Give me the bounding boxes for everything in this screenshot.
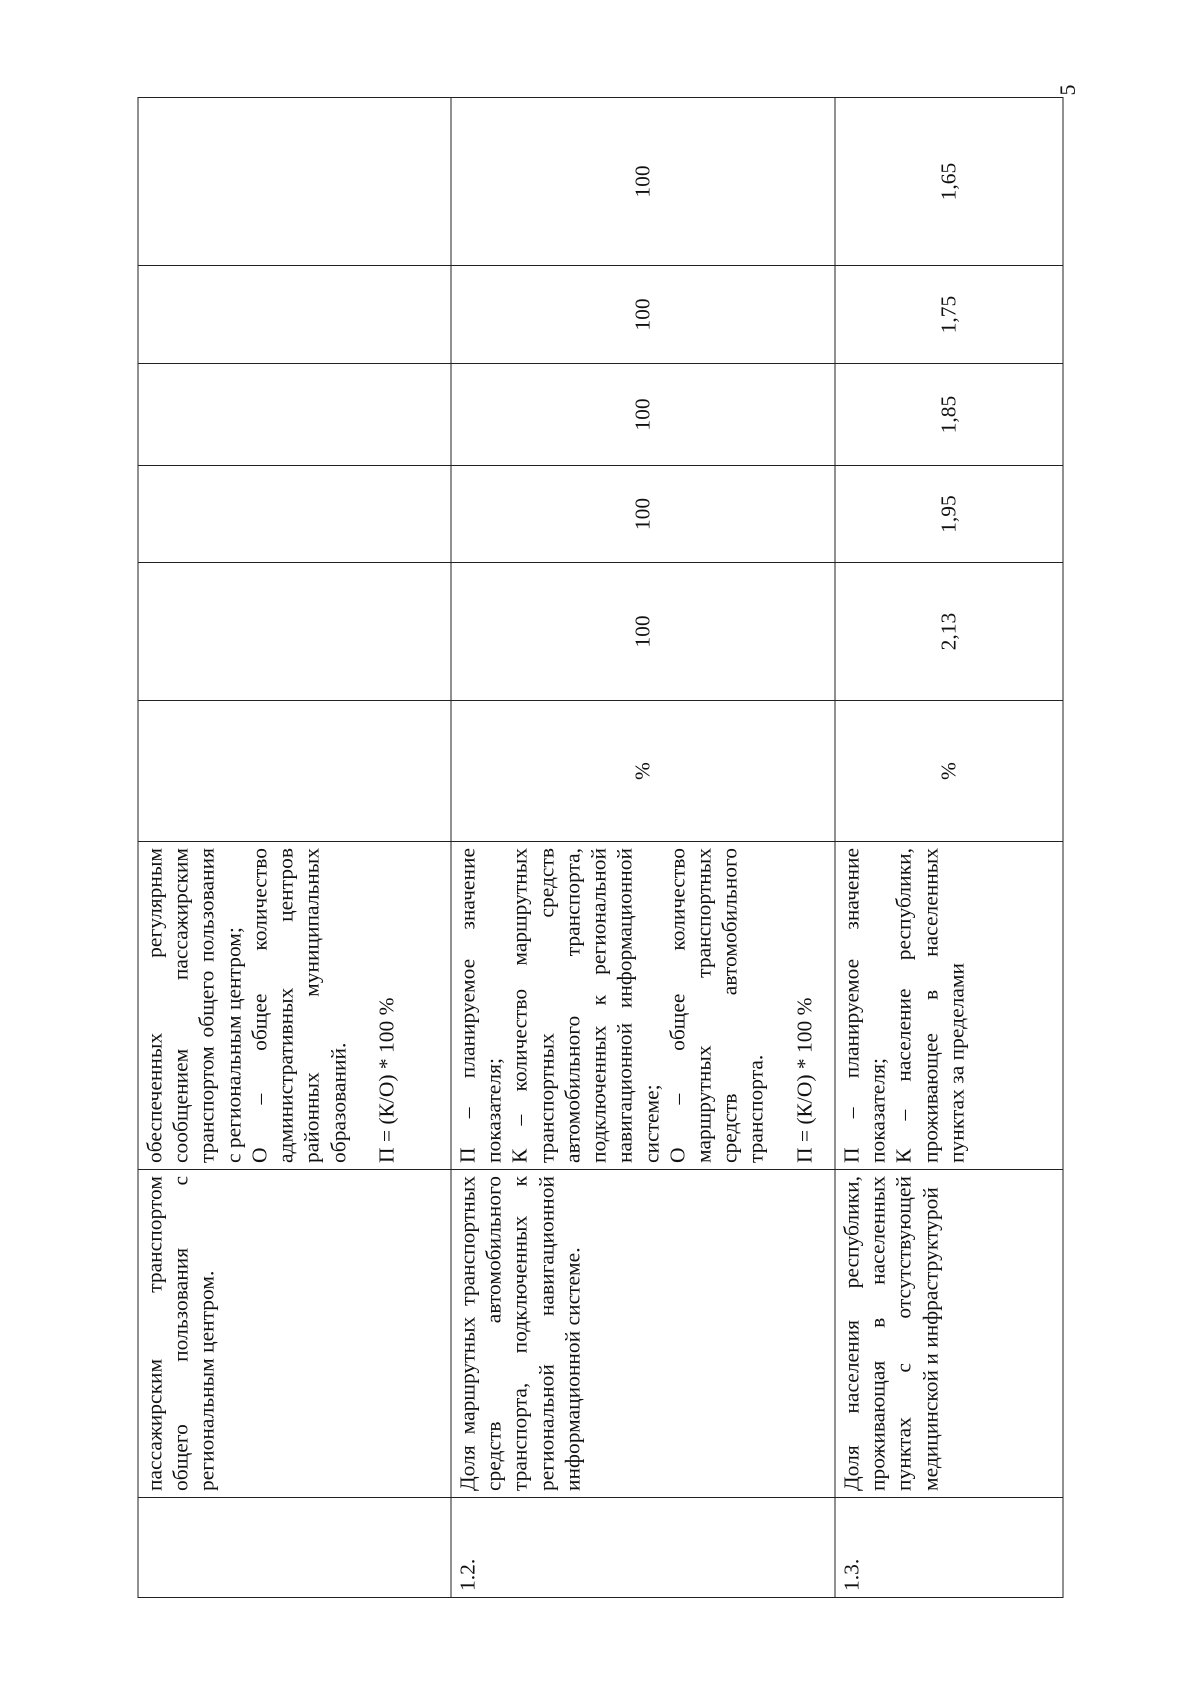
value-cell	[138, 364, 451, 466]
row-number	[138, 1498, 451, 1598]
value-cell: 100	[451, 266, 835, 364]
value-cell: 100	[451, 466, 835, 563]
indicator-name: пассажирским транспортом общего пользования с региональным центром.	[138, 1170, 451, 1498]
value-cell	[138, 563, 451, 701]
row-number: 1.3.	[835, 1498, 1063, 1598]
value-cell: 2,13	[835, 563, 1063, 701]
value-cell: 100	[451, 563, 835, 701]
method-line: К – количество маршрутных транспортных средств автомобильного транспорта, подключенных к региональной навигационной информационной системе;	[507, 848, 664, 1163]
table-row	[451, 98, 835, 1598]
unit: %	[835, 701, 1063, 842]
table-row	[138, 98, 451, 1598]
method-line: П – планируемое значение показателя;	[455, 848, 506, 1163]
indicator-name: Доля маршрутных транспортных средств автомобильного транспорта, подключенных к региональной навигационной информационной системе.	[451, 1170, 835, 1498]
value-cell	[138, 266, 451, 364]
unit: %	[451, 701, 835, 842]
value-cell: 100	[451, 364, 835, 466]
method-line: О – общее количество административных центров районных муниципальных образований.	[247, 848, 351, 1163]
page-number: 5	[1055, 84, 1080, 96]
value-cell	[138, 98, 451, 266]
row-number: 1.2.	[451, 1498, 835, 1598]
formula: П = (К/О) * 100 %	[792, 997, 817, 1163]
rotated-page	[138, 98, 1063, 1598]
unit	[138, 701, 451, 842]
calculation-method	[835, 842, 1063, 1170]
indicators-table	[138, 97, 1064, 1598]
method-line: К – население республики, проживающее в населенных пунктах за пределами	[891, 848, 969, 1163]
value-cell: 1,95	[835, 466, 1063, 563]
value-cell	[138, 466, 451, 563]
value-cell: 1,85	[835, 364, 1063, 466]
value-cell: 100	[451, 98, 835, 266]
value-cell: 1,65	[835, 98, 1063, 266]
formula: П = (К/О) * 100 %	[374, 997, 399, 1163]
method-line: О – общее количество маршрутных транспортных средств автомобильного транспорта.	[665, 848, 768, 1163]
table-row	[835, 98, 1063, 1598]
method-line: П – планируемое значение показателя;	[839, 848, 890, 1163]
method-line: обеспеченных регулярным сообщением пассажирским транспортом общего пользования с региональным центром;	[142, 848, 246, 1163]
value-cell: 1,75	[835, 266, 1063, 364]
calculation-method	[138, 842, 451, 1170]
calculation-method	[451, 842, 835, 1170]
indicator-name: Доля населения республики, проживающая в населенных пунктах с отсутствующей медицинской и инфраструктурой	[835, 1170, 1063, 1498]
